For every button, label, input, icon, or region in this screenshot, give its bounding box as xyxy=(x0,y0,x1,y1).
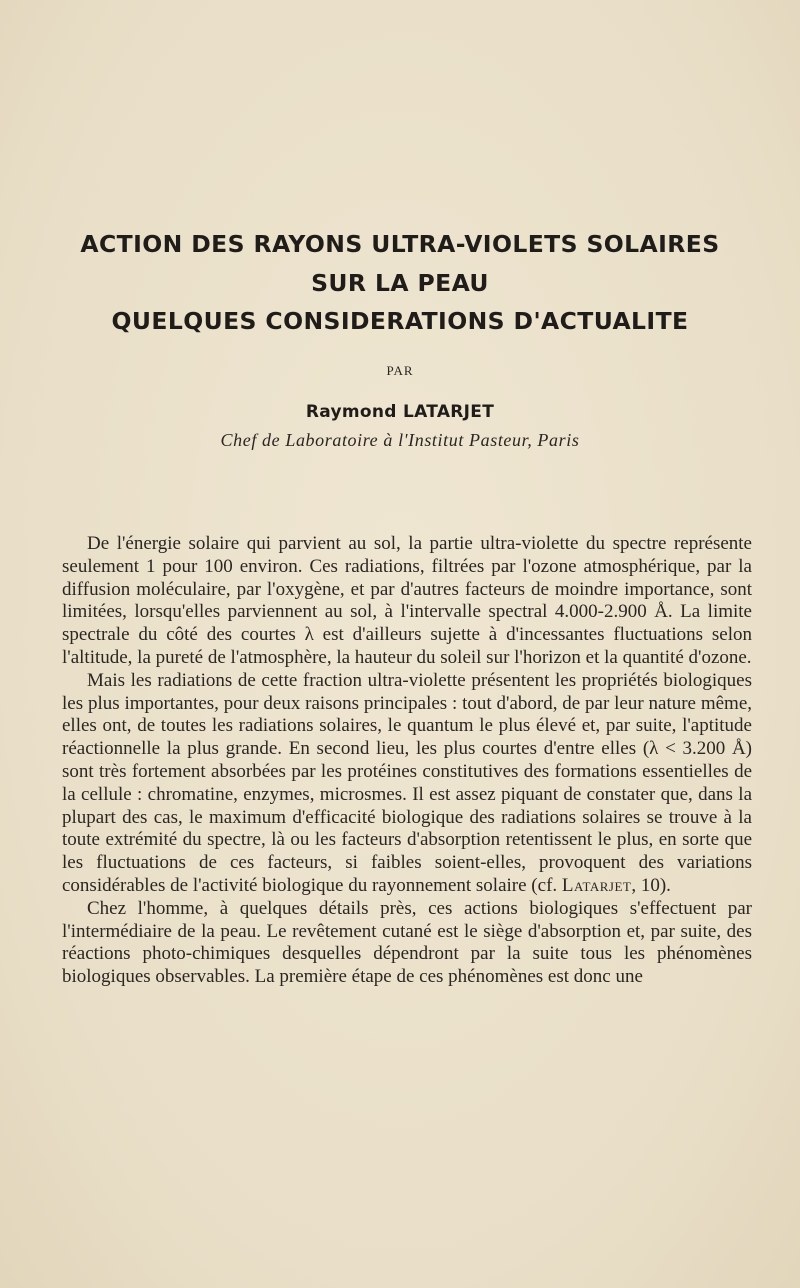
paragraph-2-text: Mais les radiations de cette fraction ultra-violette présentent les propriétés biologiques les plus importantes, pour deux raisons principales : tout d'abord, de par leur nature même, elles ont, de toutes les radiations solaires, le quantum le plus élevé et, par suite, l'aptitude réactionnelle la plus grande. En second lieu, les plus courtes d'entre elles (λ < 3.200 Å) sont très fortement absorbées par les protéines constitutives des formations essentielles de la cellule : chromatine, enzymes, microsmes. Il est assez piquant de constater que, dans la plupart des cas, le maximum d'efficacité biologique des radiations solaires se trouve à la toute extrémité du spectre, là ou les facteurs d'absorption retentissent le plus, en sorte que les fluctuations de ces facteurs, si faibles soient-elles, provoquent des variations considérables de l'activité biologique du rayonnement solaire (cf. xyxy=(62,669,752,896)
title-line-3: QUELQUES CONSIDERATIONS D'ACTUALITE xyxy=(111,307,689,335)
byline-par: PAR xyxy=(386,363,414,378)
citation-number: , 10). xyxy=(631,874,671,896)
article-title xyxy=(0,225,800,341)
paragraph-1: De l'énergie solaire qui parvient au sol, la partie ultra-violette du spectre représente seulement 1 pour 100 environ. Ces radiations, filtrées par l'ozone atmosphérique, par la diffusion moléculaire, par l'oxygène, et par d'autres facteurs de moindre importance, sont limitées, lorsqu'elles parviennent au sol, à l'intervalle spectral 4.000-2.900 Å. La limite spectrale du côté des courtes λ est d'ailleurs sujette à d'incessantes fluctuations selon l'altitude, la pureté de l'atmosphère, la hauteur du soleil sur l'horizon et la quantité d'ozone. xyxy=(62,533,752,668)
paragraph-2 xyxy=(62,670,752,898)
citation-author: Latarjet xyxy=(561,874,632,896)
title-line-1: ACTION DES RAYONS ULTRA-VIOLETS SOLAIRES xyxy=(80,230,720,258)
paragraph-3: Chez l'homme, à quelques détails près, ces actions biologiques s'effectuent par l'intermédiaire de la peau. Le revêtement cutané est le siège d'absorption et, par suite, des réactions photo-chimiques desquelles dépendront par la suite tous les phénomènes biologiques observables. La première étape de ces phénomènes est donc une xyxy=(62,897,752,988)
author-name: Raymond LATARJET xyxy=(305,402,495,422)
author-affiliation: Chef de Laboratoire à l'Institut Pasteur, Paris xyxy=(220,430,580,450)
article-body xyxy=(62,533,752,989)
title-line-2: SUR LA PEAU xyxy=(311,268,489,297)
